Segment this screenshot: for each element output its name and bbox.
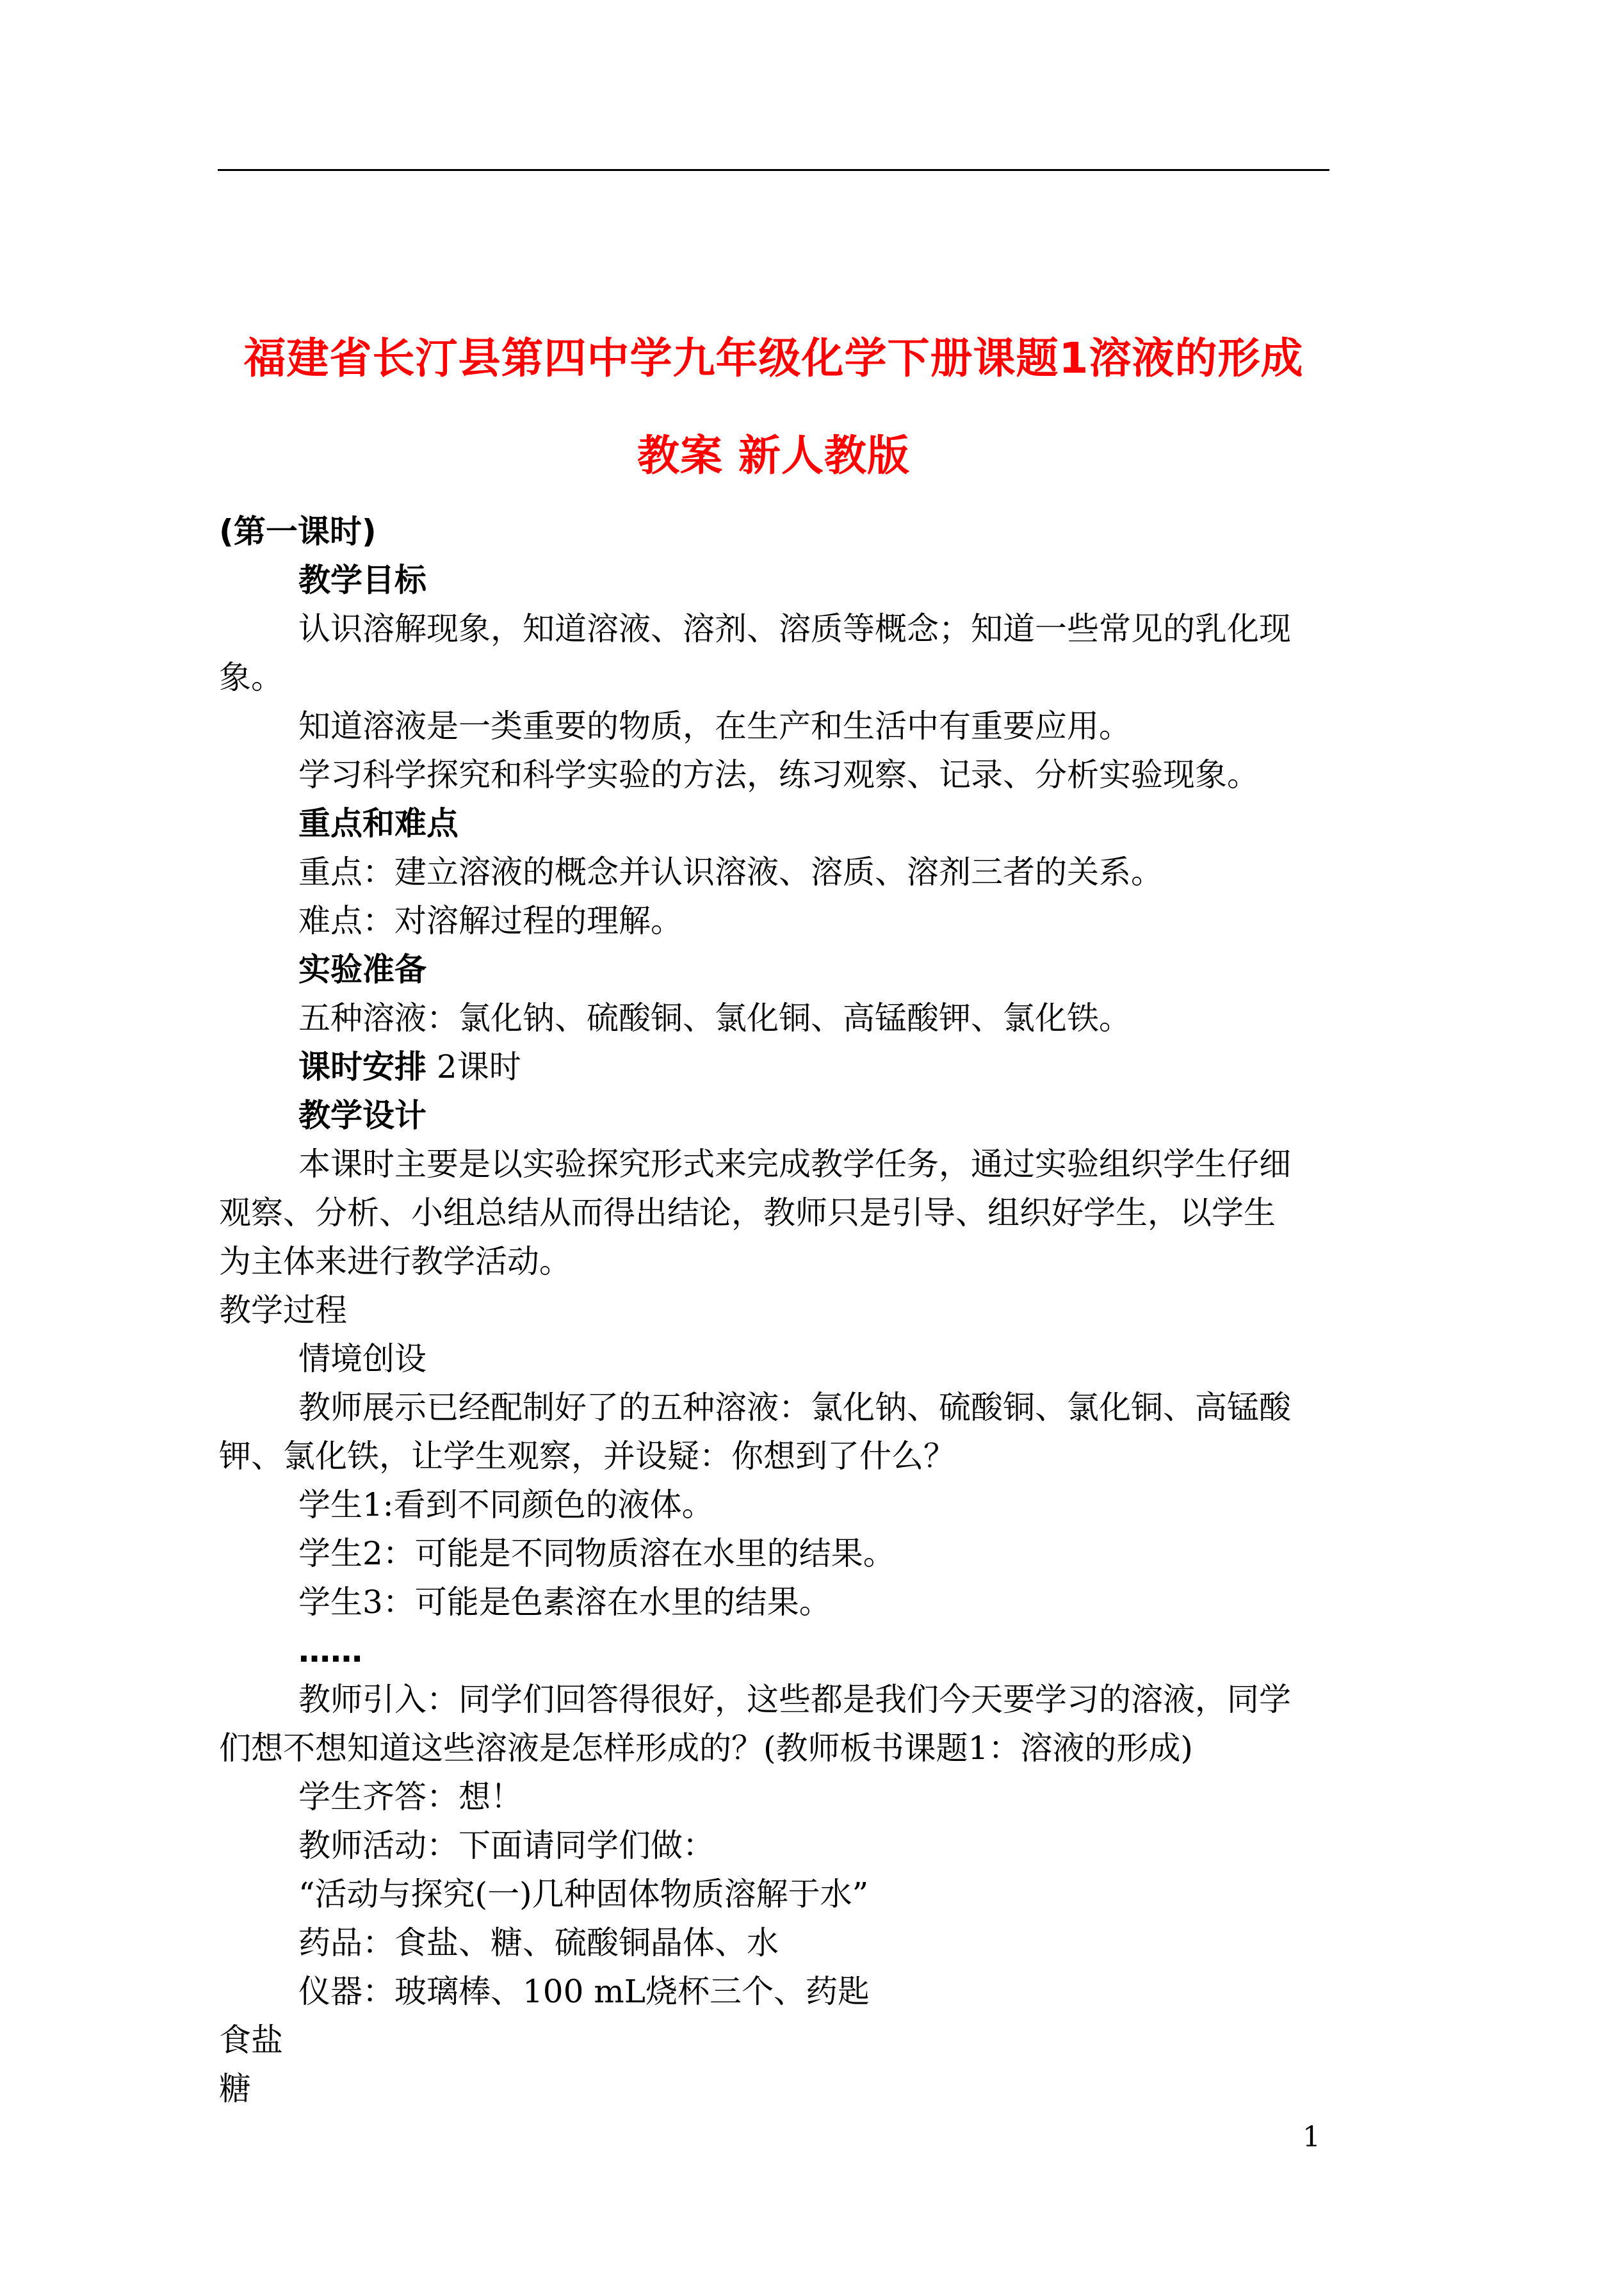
design-heading: 教学设计 — [298, 1097, 426, 1134]
page-number: 1 — [1303, 2121, 1320, 2153]
teacher-show-line-2: 钾、氯化铁，让学生观察，并设疑：你想到了什么？ — [219, 1438, 955, 1475]
prep-heading: 实验准备 — [298, 951, 426, 988]
schedule-heading: 课时安排 — [298, 1048, 426, 1085]
goal-2: 知道溶液是一类重要的物质，在生产和生活中有重要应用。 — [298, 708, 1131, 745]
header-rule — [218, 169, 1329, 171]
schedule-line — [298, 1048, 521, 1086]
student-chorus: 学生齐答：想！ — [298, 1778, 523, 1815]
goal-3: 学习科学探究和科学实验的方法，练习观察、记录、分析实验现象。 — [298, 756, 1259, 793]
student-2: 学生2：可能是不同物质溶在水里的结果。 — [298, 1535, 895, 1572]
design-line-3: 为主体来进行教学活动。 — [219, 1243, 571, 1280]
key-point: 重点：建立溶液的概念并认识溶液、溶质、溶剂三者的关系。 — [298, 854, 1163, 891]
difficulty: 难点：对溶解过程的理解。 — [298, 902, 683, 939]
lesson-label: (第一课时) — [219, 513, 377, 550]
reagents: 药品：食盐、糖、硫酸铜晶体、水 — [298, 1924, 779, 1961]
document-title-line-1: 福建省长汀县第四中学九年级化学下册课题1溶液的形成 — [243, 334, 1304, 383]
instruments: 仪器：玻璃棒、100 mL烧杯三个、药匙 — [298, 1973, 870, 2010]
student-3: 学生3：可能是色素溶在水里的结果。 — [298, 1584, 831, 1621]
label-sugar: 糖 — [219, 2070, 251, 2107]
student-1: 学生1:看到不同颜色的液体。 — [298, 1486, 714, 1523]
intro-line-1: 教师引入：同学们回答得很好，这些都是我们今天要学习的溶液，同学 — [298, 1681, 1291, 1718]
key-points-heading: 重点和难点 — [298, 805, 459, 842]
activity-title: “活动与探究(一)几种固体物质溶解于水” — [298, 1876, 869, 1913]
design-line-2: 观察、分析、小组总结从而得出结论，教师只是引导、组织好学生，以学生 — [219, 1194, 1276, 1231]
design-line-1: 本课时主要是以实验探究形式来完成教学任务，通过实验组织学生仔细 — [298, 1146, 1291, 1183]
goals-heading: 教学目标 — [298, 562, 426, 599]
label-salt: 食盐 — [219, 2022, 283, 2059]
teacher-activity: 教师活动：下面请同学们做： — [298, 1827, 715, 1864]
goal-1-line-2: 象。 — [219, 659, 283, 696]
prep-text: 五种溶液：氯化钠、硫酸铜、氯化铜、高锰酸钾、氯化铁。 — [298, 1000, 1131, 1037]
schedule-value: 2课时 — [436, 1048, 521, 1085]
process-heading: 教学过程 — [219, 1292, 347, 1329]
teacher-show-line-1: 教师展示已经配制好了的五种溶液：氯化钠、硫酸铜、氯化铜、高锰酸 — [298, 1389, 1291, 1426]
goal-1-line-1: 认识溶解现象，知道溶液、溶剂、溶质等概念；知道一些常见的乳化现 — [298, 610, 1291, 647]
document-title-line-2: 教案 新人教版 — [637, 431, 910, 480]
intro-line-2: 们想不想知道这些溶液是怎样形成的？(教师板书课题1：溶液的形成) — [219, 1730, 1193, 1767]
scenario-heading: 情境创设 — [298, 1340, 426, 1377]
ellipsis: …… — [298, 1632, 362, 1669]
